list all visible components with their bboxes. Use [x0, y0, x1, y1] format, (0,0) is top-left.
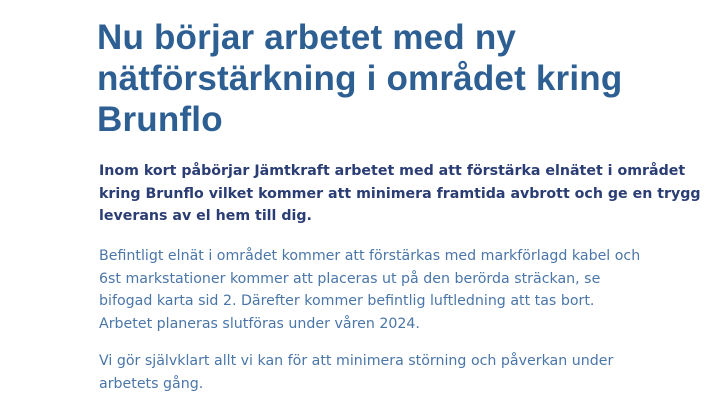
title-line: Brunflo: [97, 100, 223, 139]
body-line: Arbetet planeras slutföras under våren 2024.: [99, 315, 420, 332]
lead-paragraph: [99, 160, 699, 228]
body-line: Vi gör självklart allt vi kan för att minimera störning och påverkan under: [99, 353, 614, 369]
title-line: nätförstärkning i området kring: [97, 59, 623, 98]
body-line: 6st markstationer kommer att placeras ut på den berörda sträckan, se: [99, 270, 601, 287]
body-paragraph-disturbance: [99, 350, 699, 395]
body-line: arbetets gång.: [99, 375, 204, 392]
page-title: [97, 17, 697, 140]
lead-line: Inom kort påbörjar Jämtkraft arbetet med att förstärka elnätet i området: [99, 163, 686, 179]
body-line: Befintligt elnät i området kommer att förstärkas med markförlagd kabel och: [99, 248, 641, 264]
lead-line: leverans av el hem till dig.: [99, 208, 312, 224]
body-line: bifogad karta sid 2. Därefter kommer befintlig luftledning att tas bort.: [99, 293, 595, 309]
lead-line: kring Brunflo vilket kommer att minimera framtida avbrott och ge en trygg: [99, 185, 701, 202]
body-paragraph-network: [99, 245, 699, 335]
title-line: Nu börjar arbetet med ny: [97, 18, 517, 57]
